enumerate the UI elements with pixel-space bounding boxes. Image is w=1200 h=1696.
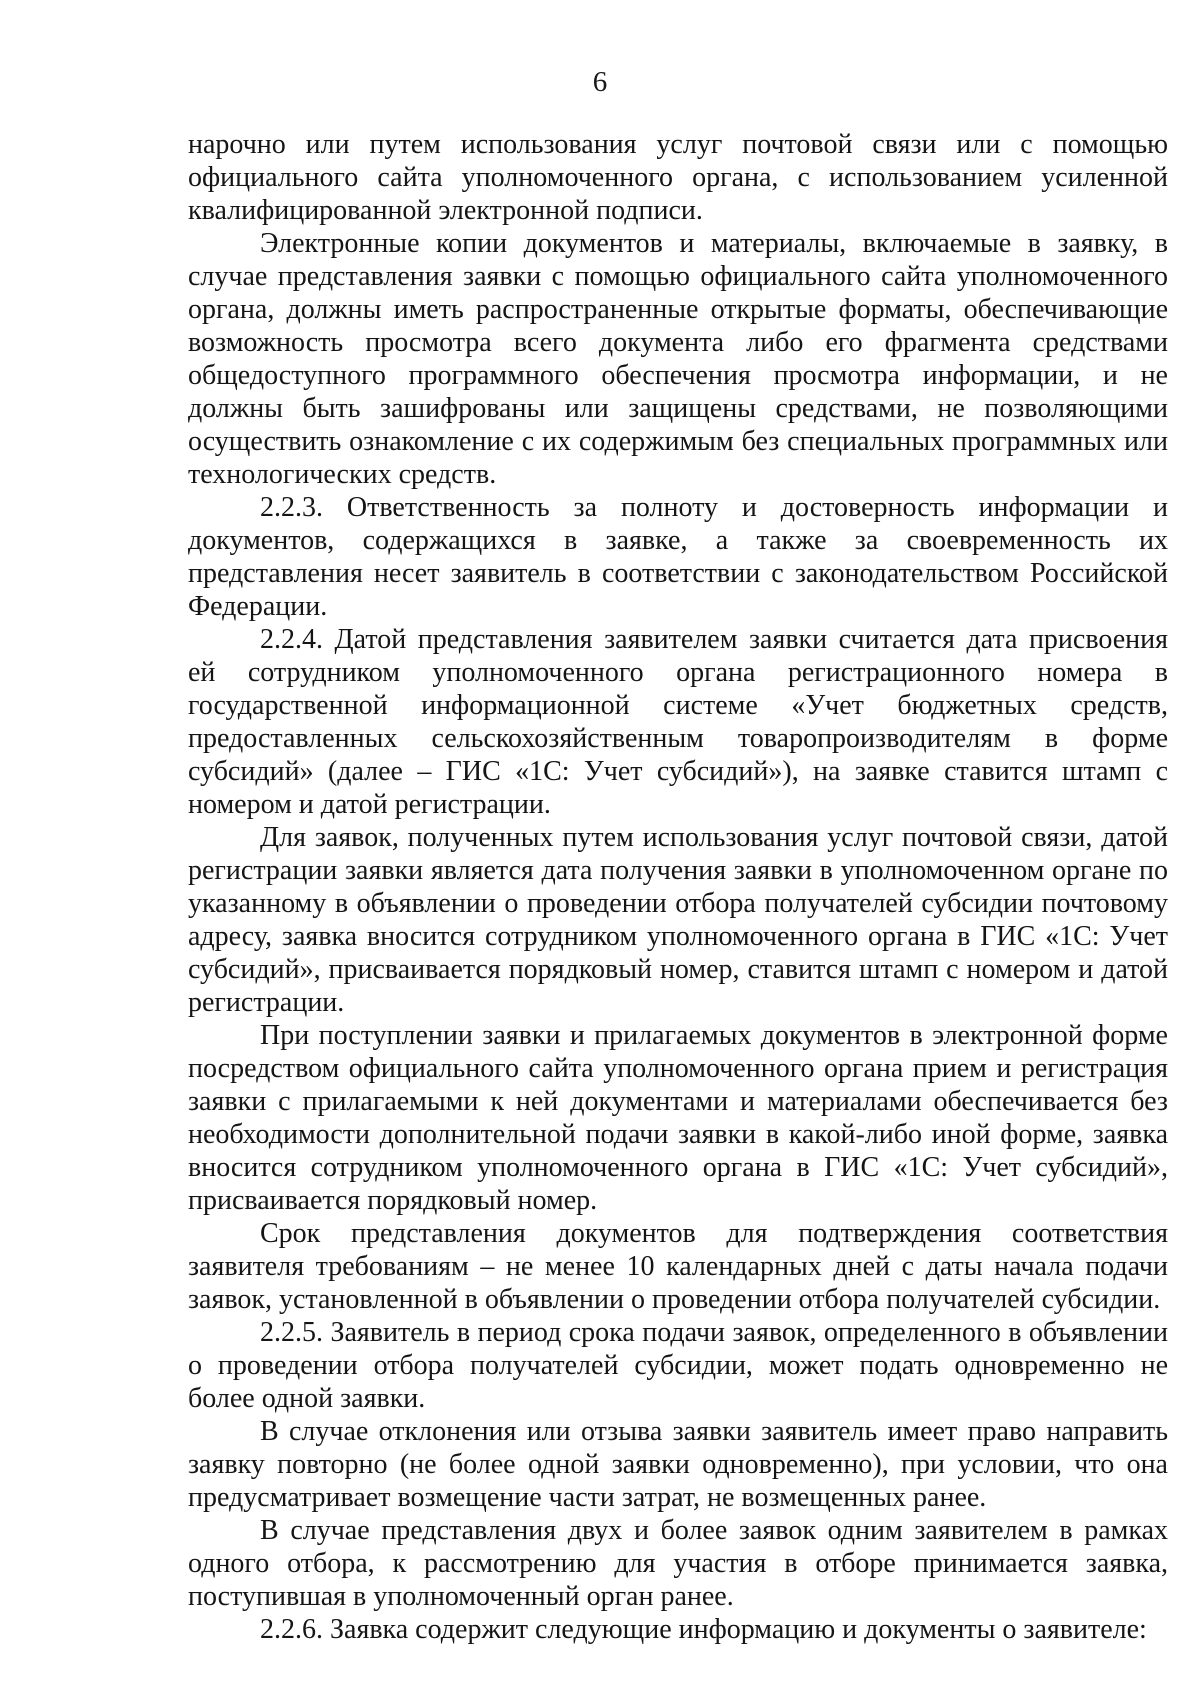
paragraph-2-2-3: 2.2.3. Ответственность за полноту и достоверность информации и документов, содержащихся в заявке, а также за своевременность их представления несет заявитель в соответствии с законодательством Российской Федерации. — [188, 492, 1168, 622]
paragraph-postal-applications: Для заявок, полученных путем использования услуг почтовой связи, датой регистрации заявки является дата получения заявки в уполномоченном органе по указанному в объявлении о проведении отбора получателей субсидии почтовому адресу, заявка вносится сотрудником уполномоченного органа в ГИС «1С: Учет субсидий», присваивается порядковый номер, ставится штамп с номером и датой регистрации. — [188, 822, 1168, 1018]
paragraph-2-2-5: 2.2.5. Заявитель в период срока подачи заявок, определенного в объявлении о проведении отбора получателей субсидии, может подать одновременно не более одной заявки. — [188, 1317, 1168, 1414]
paragraph-electronic-copies: Электронные копии документов и материалы, включаемые в заявку, в случае представления заявки с помощью официального сайта уполномоченного органа, должны иметь распространенные открытые форматы, обеспечивающие возможность просмотра всего документа либо его фрагмента средствами общедоступного программного обеспечения просмотра информации, и не должны быть зашифрованы или защищены средствами, не позволяющими осуществить ознакомление с их содержимым без специальных программных или технологических средств. — [188, 228, 1168, 490]
paragraph-electronic-applications: При поступлении заявки и прилагаемых документов в электронной форме посредством официального сайта уполномоченного органа прием и регистрация заявки с прилагаемыми к ней документами и материалами обеспечивается без необходимости дополнительной подачи заявки в какой-либо иной форме, заявка вносится сотрудником уполномоченного органа в ГИС «1С: Учет субсидий», присваивается порядковый номер. — [188, 1020, 1168, 1216]
page-number: 6 — [592, 66, 608, 98]
paragraph-2-2-4: 2.2.4. Датой представления заявителем заявки считается дата присвоения ей сотрудником уполномоченного органа регистрационного номера в государственной информационной системе «Учет бюджетных средств, предоставленных сельскохозяйственным товаропроизводителям в форме субсидий» (далее – ГИС «1С: Учет субсидий»), на заявке ставится штамп с номером и датой регистрации. — [188, 624, 1168, 820]
document-body — [188, 128, 1168, 1646]
paragraph-multiple-applications: В случае представления двух и более заявок одним заявителем в рамках одного отбора, к рассмотрению для участия в отборе принимается заявка, поступившая в уполномоченный орган ранее. — [188, 1515, 1168, 1612]
paragraph-2-2-6: 2.2.6. Заявка содержит следующие информацию и документы о заявителе: — [260, 1614, 1147, 1645]
paragraph-rejection-withdrawal: В случае отклонения или отзыва заявки заявитель имеет право направить заявку повторно (не более одной заявки одновременно), при условии, что она предусматривает возмещение части затрат, не возмещенных ранее. — [188, 1416, 1168, 1513]
paragraph-continuation: нарочно или путем использования услуг почтовой связи или с помощью официального сайта уполномоченного органа, с использованием усиленной квалифицированной электронной подписи. — [188, 129, 1168, 226]
paragraph-submission-deadline: Срок представления документов для подтверждения соответствия заявителя требованиям – не менее 10 календарных дней с даты начала подачи заявок, установленной в объявлении о проведении отбора получателей субсидии. — [188, 1218, 1168, 1315]
